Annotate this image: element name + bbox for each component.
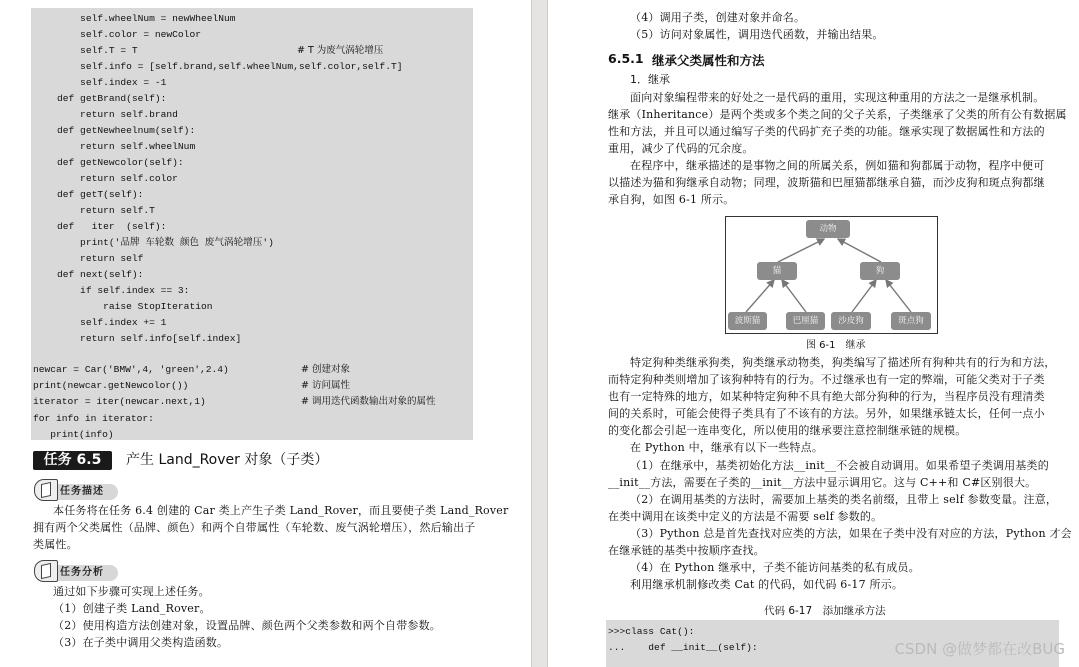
code-line: return self	[34, 253, 144, 264]
list-item: __init__方法，需要在子类的__init__方法中显示调用它。这与 C++和 C#区别很大。	[608, 476, 1037, 489]
code-line: self.wheelNum = newWheelNum	[34, 13, 236, 24]
paragraph-line: 特定狗种类继承狗类，狗类继承动物类，狗类编写了描述所有狗种共有的行为和方法，	[630, 356, 1056, 369]
node-persian-cat: 波斯猫	[728, 312, 767, 330]
code-line: >>>class Cat():	[608, 626, 695, 637]
code-line: def getNewheelnum(self):	[34, 125, 196, 136]
list-item: （1）创建子类 Land_Rover。	[53, 602, 211, 615]
paragraph-line: 类属性。	[33, 538, 78, 551]
code-comment: # T 为废气涡轮增压	[297, 45, 384, 56]
code-line: raise StopIteration	[34, 301, 213, 312]
section-number: 6.5.1	[608, 51, 644, 66]
node-balinese-cat: 巴厘猫	[786, 312, 825, 330]
book-icon	[34, 479, 58, 501]
paragraph-line: 通过如下步骤可实现上述任务。	[53, 585, 210, 598]
paragraph-line: 而特定狗种类则增加了该狗种特有的行为。不过继承也有一定的弊端，可能父类对于子类	[608, 373, 1045, 386]
code-line: print(info)	[33, 429, 114, 440]
node-dog: 狗	[860, 262, 900, 280]
code-line: def iter (self):	[34, 221, 167, 232]
code-line: return self.color	[34, 173, 178, 184]
list-item: （3）Python 总是首先查找对应类的方法，如果在子类中没有对应的方法，Python 才会	[630, 527, 1072, 540]
list-item: （4）在 Python 继承中，子类不能访问基类的私有成员。	[630, 561, 920, 574]
list-item: （1）在继承中，基类初始化方法__init__不会被自动调用。如果希望子类调用基类的	[630, 459, 1049, 472]
task-analysis-label: 任务分析	[60, 567, 104, 578]
inheritance-diagram	[725, 216, 938, 334]
task-badge: 任务 6.5	[33, 451, 112, 470]
paragraph-line: 在程序中，继承描述的是事物之间的所属关系，例如猫和狗都属于动物，程序中便可	[630, 159, 1045, 172]
list-item: 在继承链的基类中按顺序查找。	[608, 544, 765, 557]
paragraph-line: 间的关系时，可能会使得子类具有了不该有的方法。另外，如果继承链太长，任何一点小	[608, 407, 1045, 420]
code-line: self.color = newColor	[34, 29, 201, 40]
paragraph-line: 继承（Inheritance）是两个类或多个类之间的父子关系，子类继承了父类的所有公有数据属	[608, 108, 1067, 121]
task-description-label: 任务描述	[60, 486, 104, 497]
paragraph-line: 以描述为猫和狗继承自动物；同理，波斯猫和巴厘猫都继承自猫，而沙皮狗和斑点狗都继	[608, 176, 1045, 189]
code-line: return self.info[self.index]	[34, 333, 242, 344]
node-shar-pei: 沙皮狗	[831, 312, 871, 330]
code-comment: # 调用迭代函数输出对象的属性	[301, 396, 436, 407]
paragraph-line: 重用，减少了代码的冗余度。	[608, 142, 754, 155]
code-caption: 代码 6-17 添加继承方法	[764, 605, 886, 617]
task-analysis-badge	[34, 560, 118, 582]
list-item: （2）使用构造方法创建对象，设置品牌、颜色两个父类参数和两个自带参数。	[53, 619, 441, 632]
code-line: self.T = T	[34, 45, 138, 56]
paragraph-line: 的变化都会引起一连串变化，所以使用的继承要注意控制继承链的规模。	[608, 424, 967, 437]
paragraph-line: 拥有两个父类属性（品牌、颜色）和两个自带属性（车轮数、废气涡轮增压），然后输出子	[33, 521, 476, 534]
code-line: return self.wheelNum	[34, 141, 196, 152]
task-title: 产生 Land_Rover 对象（子类）	[126, 452, 329, 468]
code-line: newcar = Car('BMW',4, 'green',2.4)	[33, 364, 229, 375]
code-line: for info in iterator:	[33, 413, 154, 424]
node-dalmatian: 斑点狗	[891, 312, 931, 330]
code-line: def getT(self):	[34, 189, 144, 200]
code-line: def getNewcolor(self):	[34, 157, 184, 168]
list-item: （2）在调用基类的方法时，需要加上基类的类名前缀，且带上 self 参数变量。注意，	[630, 493, 1058, 506]
book-icon	[34, 560, 58, 582]
paragraph-line: 性和方法，并且可以通过编写子类的代码扩充子类的功能。继承实现了数据属性和方法的	[608, 125, 1045, 138]
code-line: self.index += 1	[34, 317, 167, 328]
paragraph-line: 利用继承机制修改类 Cat 的代码，如代码 6-17 所示。	[630, 578, 904, 591]
figure-caption: 图 6-1 继承	[806, 340, 866, 351]
left-page	[0, 0, 531, 667]
task-description-badge	[34, 479, 118, 501]
paragraph-line: 本任务将在任务 6.4 创建的 Car 类上产生子类 Land_Rover，而且要使子类 Land_Rover	[53, 504, 509, 517]
code-line: return self.T	[34, 205, 155, 216]
paragraph-line: 承自狗，如图 6-1 所示。	[608, 193, 735, 206]
node-animal: 动物	[806, 220, 850, 238]
paragraph-line: 面向对象编程带来的好处之一是代码的重用，实现这种重用的方法之一是继承机制。	[630, 91, 1045, 104]
code-line: self.info = [self.brand,self.wheelNum,self.color,self.T]	[34, 61, 403, 72]
code-comment: # 访问属性	[301, 380, 350, 391]
code-line: if self.index == 3:	[34, 285, 190, 296]
code-comment: # 创建对象	[301, 364, 350, 375]
code-line: ... def __init__(self):	[608, 642, 758, 653]
code-line: def getBrand(self):	[34, 93, 167, 104]
code-line: print('品牌 车轮数 颜色 废气涡轮增压')	[34, 237, 274, 248]
list-item: （5）访问对象属性，调用迭代函数，并输出结果。	[630, 28, 884, 41]
list-item: （4）调用子类，创建对象并命名。	[630, 11, 806, 24]
watermark: CSDN @做梦都在改BUG	[894, 640, 1065, 658]
code-line: iterator = iter(newcar.next,1)	[33, 396, 206, 407]
section-title: 继承父类属性和方法	[652, 53, 765, 68]
paragraph-line: 在 Python 中，继承有以下一些特点。	[630, 441, 824, 454]
code-line: return self.brand	[34, 109, 178, 120]
page-gutter-right	[547, 0, 548, 667]
paragraph-line: 也有一定特殊的地方，如某种特定狗种不具有绝大部分狗种的行为，当程序员没有理清类	[608, 390, 1045, 403]
list-item: 在类中调用在该类中定义的方法是不需要 self 参数的。	[608, 510, 883, 523]
node-cat: 猫	[757, 262, 797, 280]
code-line: self.index = -1	[34, 77, 167, 88]
page-gutter-left	[531, 0, 532, 667]
subsection-title: 1．继承	[630, 73, 670, 86]
code-line: print(newcar.getNewcolor())	[33, 380, 189, 391]
list-item: （3）在子类中调用父类构造函数。	[53, 636, 229, 649]
right-page	[548, 0, 1079, 667]
code-line: def next(self):	[34, 269, 144, 280]
